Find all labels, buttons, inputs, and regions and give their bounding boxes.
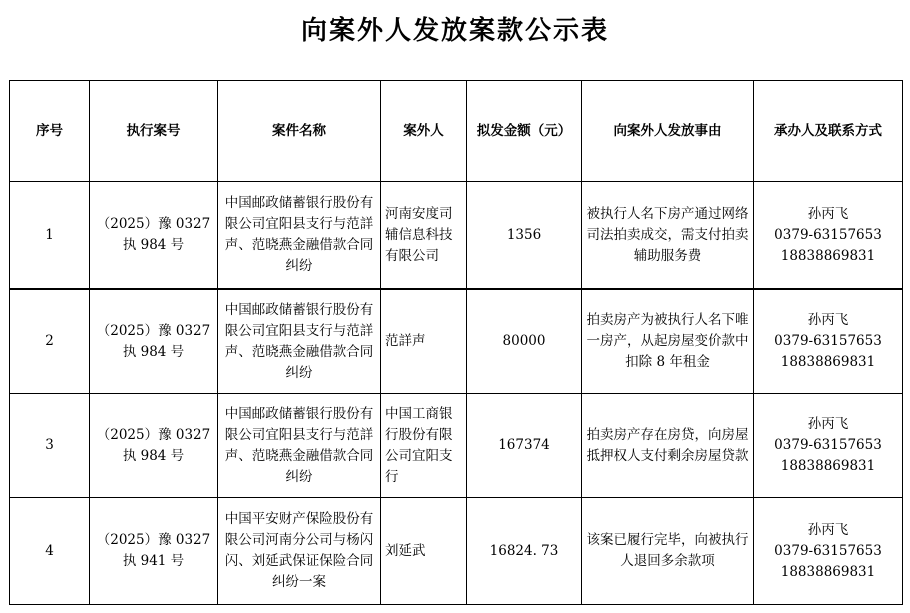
cell-contact xyxy=(754,394,903,498)
cell-outsider: 河南安度司辅信息科技有限公司 xyxy=(381,182,467,290)
header-outsider: 案外人 xyxy=(381,81,467,182)
header-case-name: 案件名称 xyxy=(218,81,381,182)
cell-case-name: 中国邮政储蓄银行股份有限公司宜阳县支行与范詳声、范晓燕金融借款合同纠纷 xyxy=(218,394,381,498)
contact-phone: 0379-63157653 xyxy=(774,226,882,243)
cell-seq: 1 xyxy=(10,182,90,290)
contact-mobile: 18838869831 xyxy=(780,563,876,580)
cell-case-no: （2025）豫 0327 执 984 号 xyxy=(90,182,218,290)
cell-reason: 该案已履行完毕，向被执行人退回多余款项 xyxy=(582,498,754,605)
cell-amount: 16824. 73 xyxy=(467,498,582,605)
cell-contact xyxy=(754,182,903,290)
cell-seq: 4 xyxy=(10,498,90,605)
table-row xyxy=(10,498,903,605)
contact-mobile: 18838869831 xyxy=(780,354,876,370)
cell-reason: 拍卖房产存在房贷，向房屋抵押权人支付剩余房屋贷款 xyxy=(582,394,754,498)
header-amount: 拟发金额（元） xyxy=(467,81,582,182)
cell-case-no: （2025）豫 0327 执 984 号 xyxy=(90,394,218,498)
contact-mobile: 18838869831 xyxy=(780,247,876,264)
cell-case-no: （2025）豫 0327 执 984 号 xyxy=(90,289,218,394)
header-case-no: 执行案号 xyxy=(90,81,218,182)
cell-case-no: （2025）豫 0327 执 941 号 xyxy=(90,498,218,605)
header-contact: 承办人及联系方式 xyxy=(754,81,903,182)
table-row xyxy=(10,289,903,394)
cell-reason: 拍卖房产为被执行人名下唯一房产，从起房屋变价款中扣除 8 年租金 xyxy=(582,289,754,394)
contact-name: 孙丙飞 xyxy=(807,312,849,328)
disbursement-table xyxy=(9,80,903,605)
cell-outsider: 范詳声 xyxy=(381,289,467,394)
cell-amount: 167374 xyxy=(467,394,582,498)
header-row xyxy=(10,81,903,182)
cell-amount: 80000 xyxy=(467,289,582,394)
table-row xyxy=(10,394,903,498)
cell-case-name: 中国邮政储蓄银行股份有限公司宜阳县支行与范詳声、范晓燕金融借款合同纠纷 xyxy=(218,182,381,290)
cell-reason: 被执行人名下房产通过网络司法拍卖成交，需支付拍卖辅助服务费 xyxy=(582,182,754,290)
contact-mobile: 18838869831 xyxy=(780,458,876,474)
contact-phone: 0379-63157653 xyxy=(774,542,882,559)
cell-outsider: 中国工商银行股份有限公司宜阳支行 xyxy=(381,394,467,498)
contact-name: 孙丙飞 xyxy=(807,205,849,222)
header-reason: 向案外人发放事由 xyxy=(582,81,754,182)
contact-name: 孙丙飞 xyxy=(807,416,849,432)
contact-phone: 0379-63157653 xyxy=(774,437,882,453)
cell-case-name: 中国邮政储蓄银行股份有限公司宜阳县支行与范詳声、范晓燕金融借款合同纠纷 xyxy=(218,289,381,394)
page-title: 向案外人发放案款公示表 xyxy=(300,16,609,46)
cell-outsider: 刘延武 xyxy=(381,498,467,605)
cell-case-name: 中国平安财产保险股份有限公司河南分公司与杨闪闪、刘延武保证保险合同纠纷一案 xyxy=(218,498,381,605)
cell-amount: 1356 xyxy=(467,182,582,290)
contact-name: 孙丙飞 xyxy=(807,521,849,538)
cell-seq: 2 xyxy=(10,289,90,394)
contact-phone: 0379-63157653 xyxy=(774,333,882,349)
header-seq: 序号 xyxy=(10,81,90,182)
table-row xyxy=(10,182,903,290)
cell-seq: 3 xyxy=(10,394,90,498)
cell-contact xyxy=(754,289,903,394)
cell-contact xyxy=(754,498,903,605)
